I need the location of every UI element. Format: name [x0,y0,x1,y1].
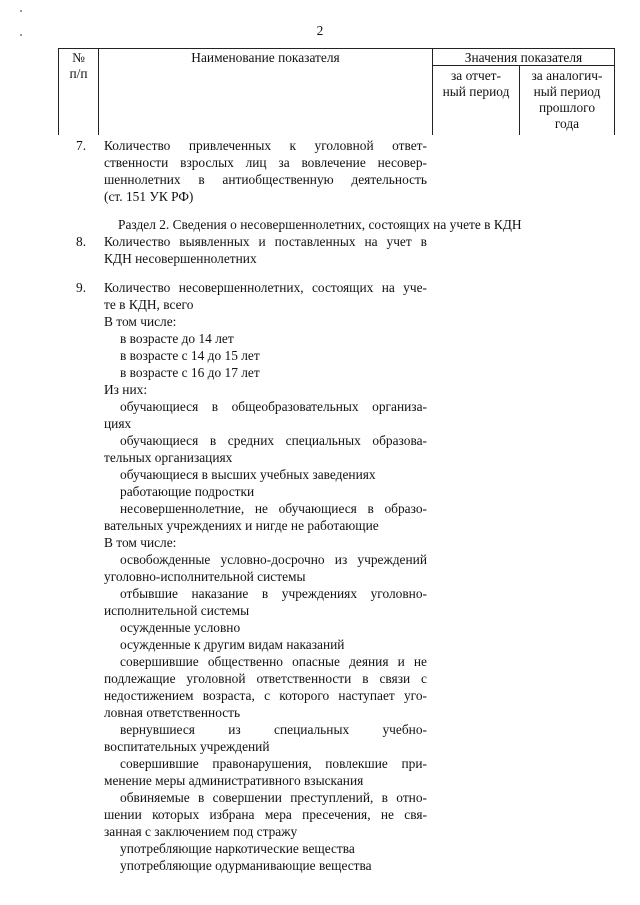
column-header-current-period: за отчет- [451,68,501,83]
indicator-text: те в КДН, всего [104,297,194,312]
indicator-subitem: совершившие правонарушения, повлекшие при- [120,756,427,771]
column-header-previous-period: ный период [533,84,601,99]
indicator-subitem: вернувшиеся из специальных учебно- [120,722,427,737]
indicator-subitem: тельных организациях [104,450,233,465]
indicator-subitem: работающие подростки [120,484,255,499]
indicator-subitem: обучающиеся в средних специальных образова- [120,433,427,448]
indicator-text: ственности взрослых лиц за вовлечение несовер- [104,155,427,170]
indicator-subitem: воспитательных учреждений [104,739,270,754]
column-header-previous-period: года [554,116,580,131]
column-header-name: Наименование показателя [191,50,340,65]
indicator-subitem: уголовно-исполнительной системы [104,569,306,584]
indicator-subitem: подлежащие уголовной ответственности в связи с [104,671,427,686]
column-header-previous-period: за аналогич- [531,68,603,83]
indicator-subitem: обучающиеся в общеобразовательных организа- [120,399,427,414]
page-number: 2 [316,23,324,38]
column-header-number-sub: п/п [69,66,88,81]
indicator-subitem: освобожденные условно-досрочно из учреждений [120,552,427,567]
scan-speck [20,10,22,12]
indicator-subheading: В том числе: [104,535,177,550]
indicator-text: Количество выявленных и поставленных на учет в [104,234,427,249]
indicator-subitem: в возрасте до 14 лет [120,331,234,346]
indicator-text: Количество привлеченных к уголовной ответ- [104,138,427,153]
indicator-subitem: занная с заключением под стражу [104,824,298,839]
column-header-number: № [72,50,85,65]
indicator-subitem: недостижением возраста, с которого наступает уго- [104,688,427,703]
row-number-7: 7. [76,138,87,153]
column-header-previous-period: прошлого [538,100,596,115]
row-number-9: 9. [76,280,87,295]
indicator-subitem: обвиняемые в совершении преступлений, в отно- [120,790,427,805]
indicator-text: Количество несовершеннолетних, состоящих на уче- [104,280,427,295]
column-header-values: Значения показателя [464,50,583,65]
indicator-subheading: Из них: [104,382,148,397]
indicator-subitem: совершившие общественно опасные деяния и не [120,654,427,669]
indicator-subitem: вательных учреждениях и нигде не работающие [104,518,379,533]
column-header-current-period: ный период [442,84,510,99]
indicator-subitem: осужденные к другим видам наказаний [120,637,345,652]
indicator-subitem: употребляющие одурманивающие вещества [120,858,372,873]
indicator-subitem: менение меры административного взыскания [104,773,364,788]
indicator-subitem: ловная ответственность [104,705,241,720]
indicator-subitem: осужденные условно [120,620,241,635]
section-title: Раздел 2. Сведения о несовершеннолетних, состоящих на учете в КДН [118,217,522,232]
indicator-subitem: несовершеннолетние, не обучающиеся в образо- [120,501,427,516]
indicator-text: (ст. 151 УК РФ) [104,189,194,204]
indicator-subitem: обучающиеся в высших учебных заведениях [120,467,376,482]
indicator-text: шеннолетних в антиобщественную деятельность [104,172,427,187]
indicator-subitem: отбывшие наказание в учреждениях уголовно- [120,586,427,601]
indicator-subitem: употребляющие наркотические вещества [120,841,355,856]
row-number-8: 8. [76,234,87,249]
indicator-subitem: в возрасте с 14 до 15 лет [120,348,260,363]
indicator-subitem: исполнительной системы [104,603,250,618]
indicator-subitem: шении которых избрана мера пресечения, не свя- [104,807,427,822]
indicator-text: КДН несовершеннолетних [104,251,257,266]
scan-speck [20,34,22,36]
indicator-subheading: В том числе: [104,314,177,329]
indicator-subitem: в возрасте с 16 до 17 лет [120,365,260,380]
indicator-subitem: циях [104,416,132,431]
